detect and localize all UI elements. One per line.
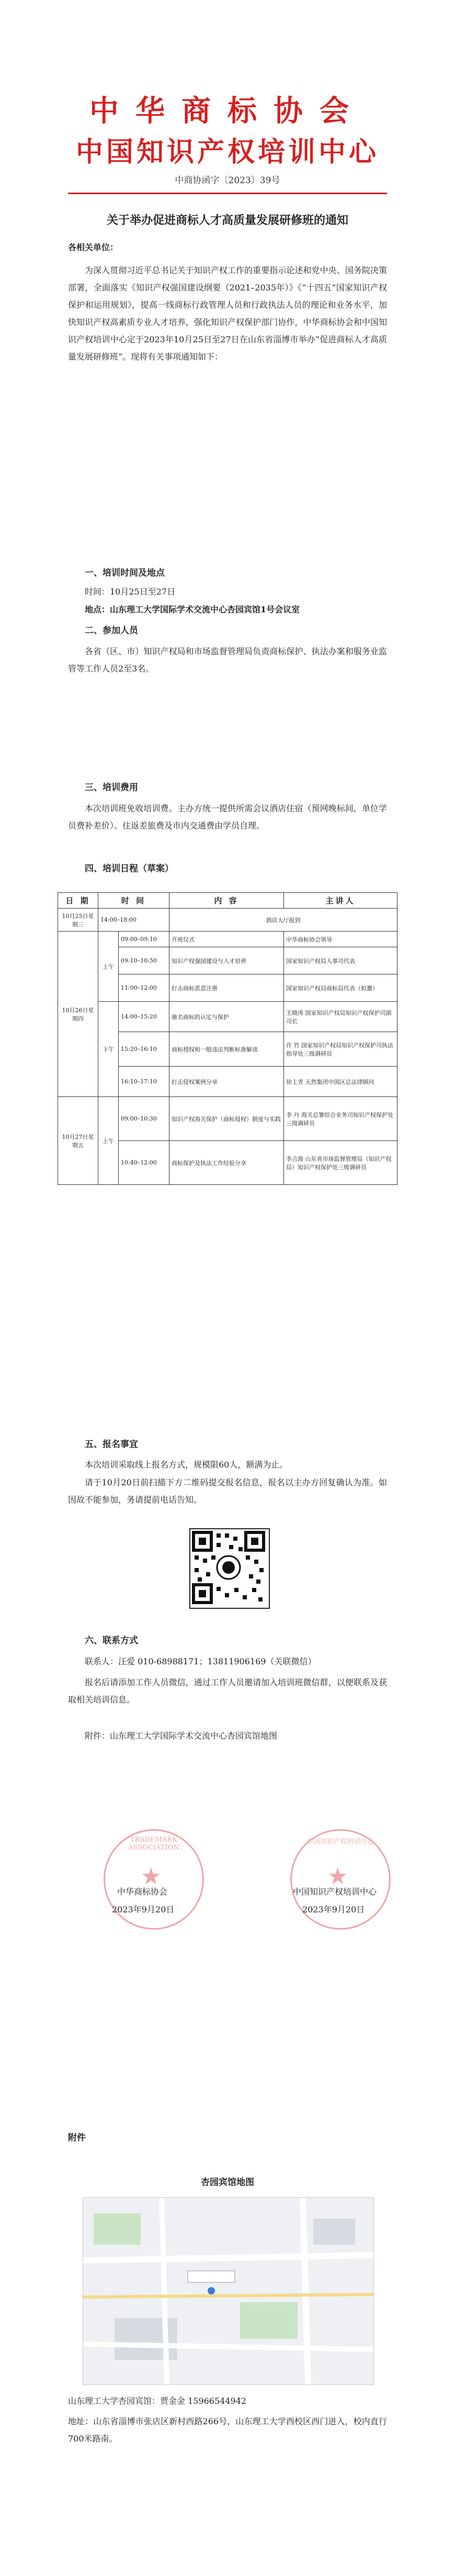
content-cell: 商标保护及执法工作经验分享 <box>169 1141 284 1185</box>
time-cell: 09:00–10:30 <box>119 1097 169 1141</box>
attachment-line: 附件：山东理工大学国际学术交流中心杏园宾馆地图 <box>85 1731 278 1741</box>
star-icon: ★ <box>327 1863 348 1890</box>
org-title-1: 中华商标协会 <box>89 94 366 128</box>
table-row <box>58 1097 397 1141</box>
section-4-title: 四、培训日程（草案） <box>85 864 174 874</box>
content-cell: 驰名商标的认定与保护 <box>169 1002 284 1032</box>
section-1-title: 一、培训时间及地点 <box>85 568 165 578</box>
right-signature-org: 中国知识产权培训中心 <box>293 1887 377 1897</box>
participants-text: 各省（区、市）知识产权局和市场监督管理局负责商标保护、执法办案和服务业监管等工作人员2至3名。 <box>68 646 387 674</box>
left-signature-org: 中华商标协会 <box>117 1887 168 1897</box>
right-signature-date: 2023年9月20日 <box>302 1905 365 1914</box>
left-signature-date: 2023年9月20日 <box>112 1905 175 1914</box>
registration-text-2: 请于10月20日前扫描下方二维码提交报名信息，报名以主办方回复确认为准。如因故不能参加，务请提前电话告知。 <box>68 1477 387 1505</box>
fees-text: 本次培训班免收培训费。主办方统一提供所需会议酒店住宿（预网晚标间，单位学员费补差价）。往返差旅费及市内交通费由学员自理。 <box>68 803 387 831</box>
document-number: 中商协函字〔2023〕39号 <box>175 175 280 186</box>
time-cell: 09:00–09:10 <box>119 932 169 947</box>
date-cell: 10月27日星期五 <box>58 1097 98 1185</box>
section-3-title: 三、培训费用 <box>85 782 138 793</box>
col-speaker-header: 主讲人 <box>284 893 397 909</box>
section-6-title: 六、联系方式 <box>85 1636 138 1646</box>
time-cell: 15:20–16:10 <box>119 1032 169 1067</box>
registration-text-1: 本次培训采取线上报名方式，规模限60人，额满为止。 <box>85 1460 288 1470</box>
time-cell: 14:00–15:20 <box>119 1002 169 1032</box>
col-date-header: 日 期 <box>58 893 98 909</box>
time-cell: 09:10–10:50 <box>119 947 169 975</box>
hotel-contact: 山东理工大学杏园宾馆：贾金金 15966544942 <box>68 2396 247 2406</box>
section-2-title: 二、参加人员 <box>85 625 138 636</box>
content-cell: 打击商标恶意注册 <box>169 975 284 1002</box>
content-cell: 商标授权和一般违法判断标准解读 <box>169 1032 284 1067</box>
org-title-2: 中国知识产权培训中心 <box>75 136 379 168</box>
speaker-cell: 李 丹 海关总署综合业务司知识产权保护处三级调研员 <box>284 1097 397 1141</box>
hotel-address: 地址：山东省淄博市张店区新村西路266号，山东理工大学西校区西门进入，校内直行700米路南。 <box>68 2416 387 2444</box>
schedule-table <box>58 892 397 1185</box>
hotel-map[interactable] <box>83 2197 374 2385</box>
star-icon: ★ <box>141 1863 162 1890</box>
table-row <box>58 932 397 947</box>
contact-info: 联系人：汪爱 010-68988171；13811906169（关联微信） <box>85 1656 316 1666</box>
training-time: 时间：10月25日至27日 <box>85 587 176 597</box>
intro-paragraph: 为深入贯彻习近平总书记关于知识产权工作的重要指示论述和党中央、国务院决策部署，全面落实《知识产权强国建设纲要（2021–2035年）》《“十四五”国家知识产权保护和运用规划》，提高一线商标行政管理人员和行政执法人员的理论和业务水平，加快知识产权高素质专业人才培养，强化知识产权保护部门协作，中华商标协会和中国知识产权培训中心定于2023年10月25日至27日在山东省淄博市举办“促进商标人才高质量发展研修班”。现将有关事项通知如下： <box>68 265 387 362</box>
time-cell: 10:40–12:00 <box>119 1141 169 1185</box>
salutation: 各相关单位： <box>68 242 119 252</box>
col-content-header: 内 容 <box>169 893 284 909</box>
content-cell: 酒店大厅报到 <box>169 909 397 932</box>
segment-cell: 下午 <box>98 1002 119 1097</box>
speaker-cell: 徐士青 天然集团中国区总法律顾问 <box>284 1067 397 1097</box>
content-cell: 知识产权强国建设与人才培养 <box>169 947 284 975</box>
contact-instructions: 报名后请添加工作人员微信，通过工作人员邀请加入培训班微信群，以便联系及获取相关培训信息。 <box>68 1677 387 1705</box>
time-cell: 14:00–18:00 <box>98 909 169 932</box>
speaker-cell: 国家知识产权局人事司代表 <box>284 947 397 975</box>
speaker-cell: 李吉海 山东省市场监督管理局（知识产权局）知识产权保护处三级调研员 <box>284 1141 397 1185</box>
right-seal-text: 中国知识产权培训中心 <box>306 1838 374 1846</box>
speaker-cell: 国家知识产权局商标局代表（拟邀） <box>284 975 397 1002</box>
section-5-title: 五、报名事宜 <box>85 1439 138 1450</box>
notice-title: 关于举办促进商标人才高质量发展研修班的通知 <box>106 214 348 227</box>
speaker-cell: 王晓涛 国家知识产权局知识产权保护司副司长 <box>284 1002 397 1032</box>
speaker-cell: 许 竹 国家知识产权局知识产权保护司执法指导处三级调研员 <box>284 1032 397 1067</box>
content-cell: 打击侵权案例分享 <box>169 1067 284 1097</box>
table-row <box>58 1002 397 1032</box>
table-row <box>58 909 397 932</box>
map-title: 杏园宾馆地图 <box>201 2177 254 2188</box>
segment-cell: 上午 <box>98 932 119 1002</box>
red-divider <box>68 193 387 194</box>
appendix-label: 附件 <box>68 2133 86 2143</box>
date-cell: 10月25日星期三 <box>58 909 98 932</box>
content-cell: 开班仪式 <box>169 932 284 947</box>
time-cell: 11:00–12:00 <box>119 975 169 1002</box>
left-seal-text: TRADEMARK ASSOCIATION <box>128 1836 179 1852</box>
training-place: 地点：山东理工大学国际学术交流中心杏园宾馆1号会议室 <box>85 604 300 614</box>
registration-qr-code[interactable] <box>189 1528 270 1609</box>
date-cell: 10月26日星期四 <box>58 932 98 1097</box>
speaker-cell: 中华商标协会领导 <box>284 932 397 947</box>
time-cell: 16:10–17:10 <box>119 1067 169 1097</box>
segment-cell: 上午 <box>98 1097 119 1185</box>
col-time-header: 时 间 <box>98 893 169 909</box>
content-cell: 知识产权海关保护（商标侵权）制度与实践 <box>169 1097 284 1141</box>
